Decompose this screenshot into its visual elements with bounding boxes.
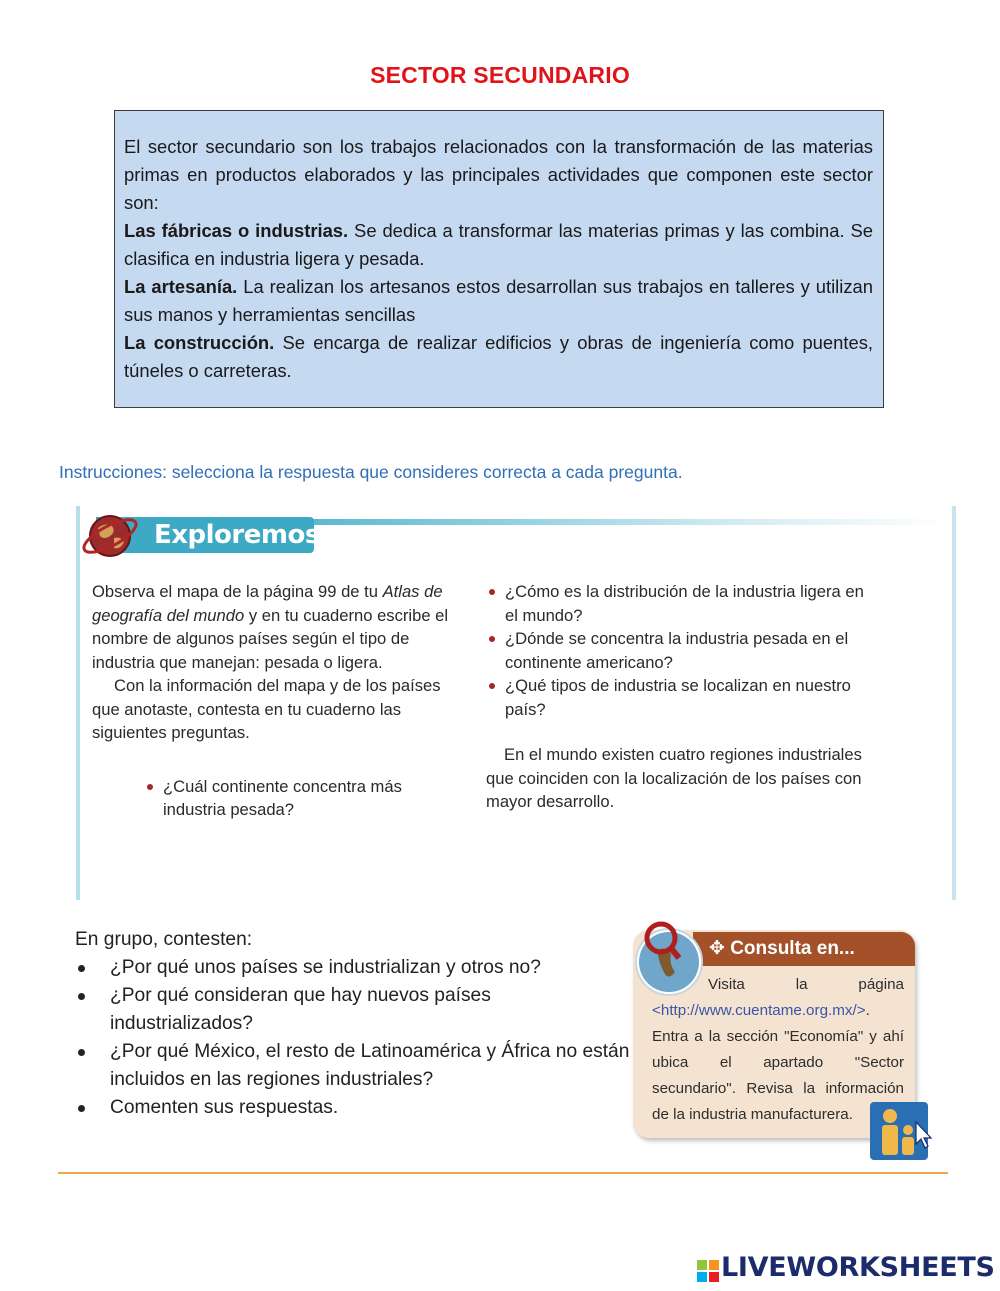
explore-text: y en tu cuaderno escribe el nombre de algunos países según el tipo de industria que manejan: pesada o ligera. — [92, 605, 449, 672]
definition-item — [124, 217, 873, 273]
explore-paragraph — [92, 580, 462, 674]
explore-header-line — [310, 519, 950, 525]
consulta-box — [633, 930, 915, 1138]
question-item: ¿Cuál continente concentra más industria pesada? — [144, 775, 462, 822]
left-question-list — [144, 775, 462, 822]
group-question-list — [75, 954, 635, 1122]
explore-panel — [76, 506, 956, 900]
definition-term: Las fábricas o industrias. — [124, 220, 349, 241]
logo-text: LIVEWORKSHEETS — [721, 1252, 995, 1283]
explore-title: Exploremos — [154, 520, 320, 550]
question-item: ¿Cómo es la distribución de la industria ligera en el mundo? — [486, 580, 866, 627]
consulta-link[interactable]: <http://www.cuentame.org.mx/> — [652, 1002, 866, 1019]
group-question-item: Comenten sus respuestas. — [75, 1094, 635, 1122]
definition-term: La artesanía. — [124, 276, 238, 297]
explore-text: Observa el mapa de la página 99 de tu — [92, 582, 383, 601]
right-question-list — [486, 580, 866, 721]
definition-text: Se encarga de realizar edificios y obras de ingeniería como puentes, túneles o carreteras. — [124, 332, 873, 381]
explore-paragraph: En el mundo existen cuatro regiones industriales que coinciden con la localización de los países con mayor desarrollo. — [486, 745, 862, 811]
instructions: Instrucciones: selecciona la respuesta que consideres correcta a cada pregunta. — [59, 462, 683, 482]
explore-right-column — [486, 580, 866, 830]
consulta-title: ✥ Consulta en... — [709, 938, 855, 959]
group-question-item: ¿Por qué México, el resto de Latinoamérica y África no están incluidos en las regiones industriales? — [75, 1038, 635, 1094]
explore-paragraph: Con la información del mapa y de los países que anotaste, contesta en tu cuaderno las siguientes preguntas. — [92, 676, 441, 742]
definition-item — [124, 329, 873, 385]
page-title: SECTOR SECUNDARIO — [370, 62, 630, 88]
question-item: ¿Dónde se concentra la industria pesada en el continente americano? — [486, 627, 866, 674]
definition-box — [114, 110, 884, 408]
atlas-title: Atlas de geografía del mundo — [92, 582, 443, 625]
liveworksheets-logo — [697, 1254, 997, 1288]
question-item: ¿Qué tipos de industria se localizan en nuestro país? — [486, 674, 866, 721]
divider-line — [58, 1172, 948, 1174]
definition-text: Se dedica a transformar las materias primas y las combina. Se clasifica en industria ligera y pesada. — [124, 220, 873, 269]
consulta-text — [652, 972, 904, 1128]
globe-icon — [80, 506, 144, 564]
consulta-header — [693, 932, 915, 966]
group-questions — [75, 926, 635, 1122]
explore-left-column — [92, 580, 462, 822]
definition-term: La construcción. — [124, 332, 275, 353]
definition-item — [124, 273, 873, 329]
people-cursor-icon — [868, 1100, 938, 1164]
consulta-text-b: . Entra a la sección "Economía" y ahí ubica el apartado "Sector secundario". Revisa la información de la industria manufacturera. — [652, 1002, 904, 1123]
group-heading: En grupo, contesten: — [75, 929, 253, 950]
group-question-item: ¿Por qué consideran que hay nuevos países industrializados? — [75, 982, 635, 1038]
definition-intro: El sector secundario son los trabajos relacionados con la transformación de las materias primas en productos elaborados y las principales actividades que componen este sector son: — [124, 136, 873, 213]
definition-text: La realizan los artesanos estos desarrollan sus trabajos en talleres y utilizan sus manos y herramientas sencillas — [124, 276, 873, 325]
logo-squares-icon — [697, 1260, 719, 1282]
consulta-text-a: Visita la página — [708, 976, 904, 993]
group-question-item: ¿Por qué unos países se industrializan y otros no? — [75, 954, 635, 982]
